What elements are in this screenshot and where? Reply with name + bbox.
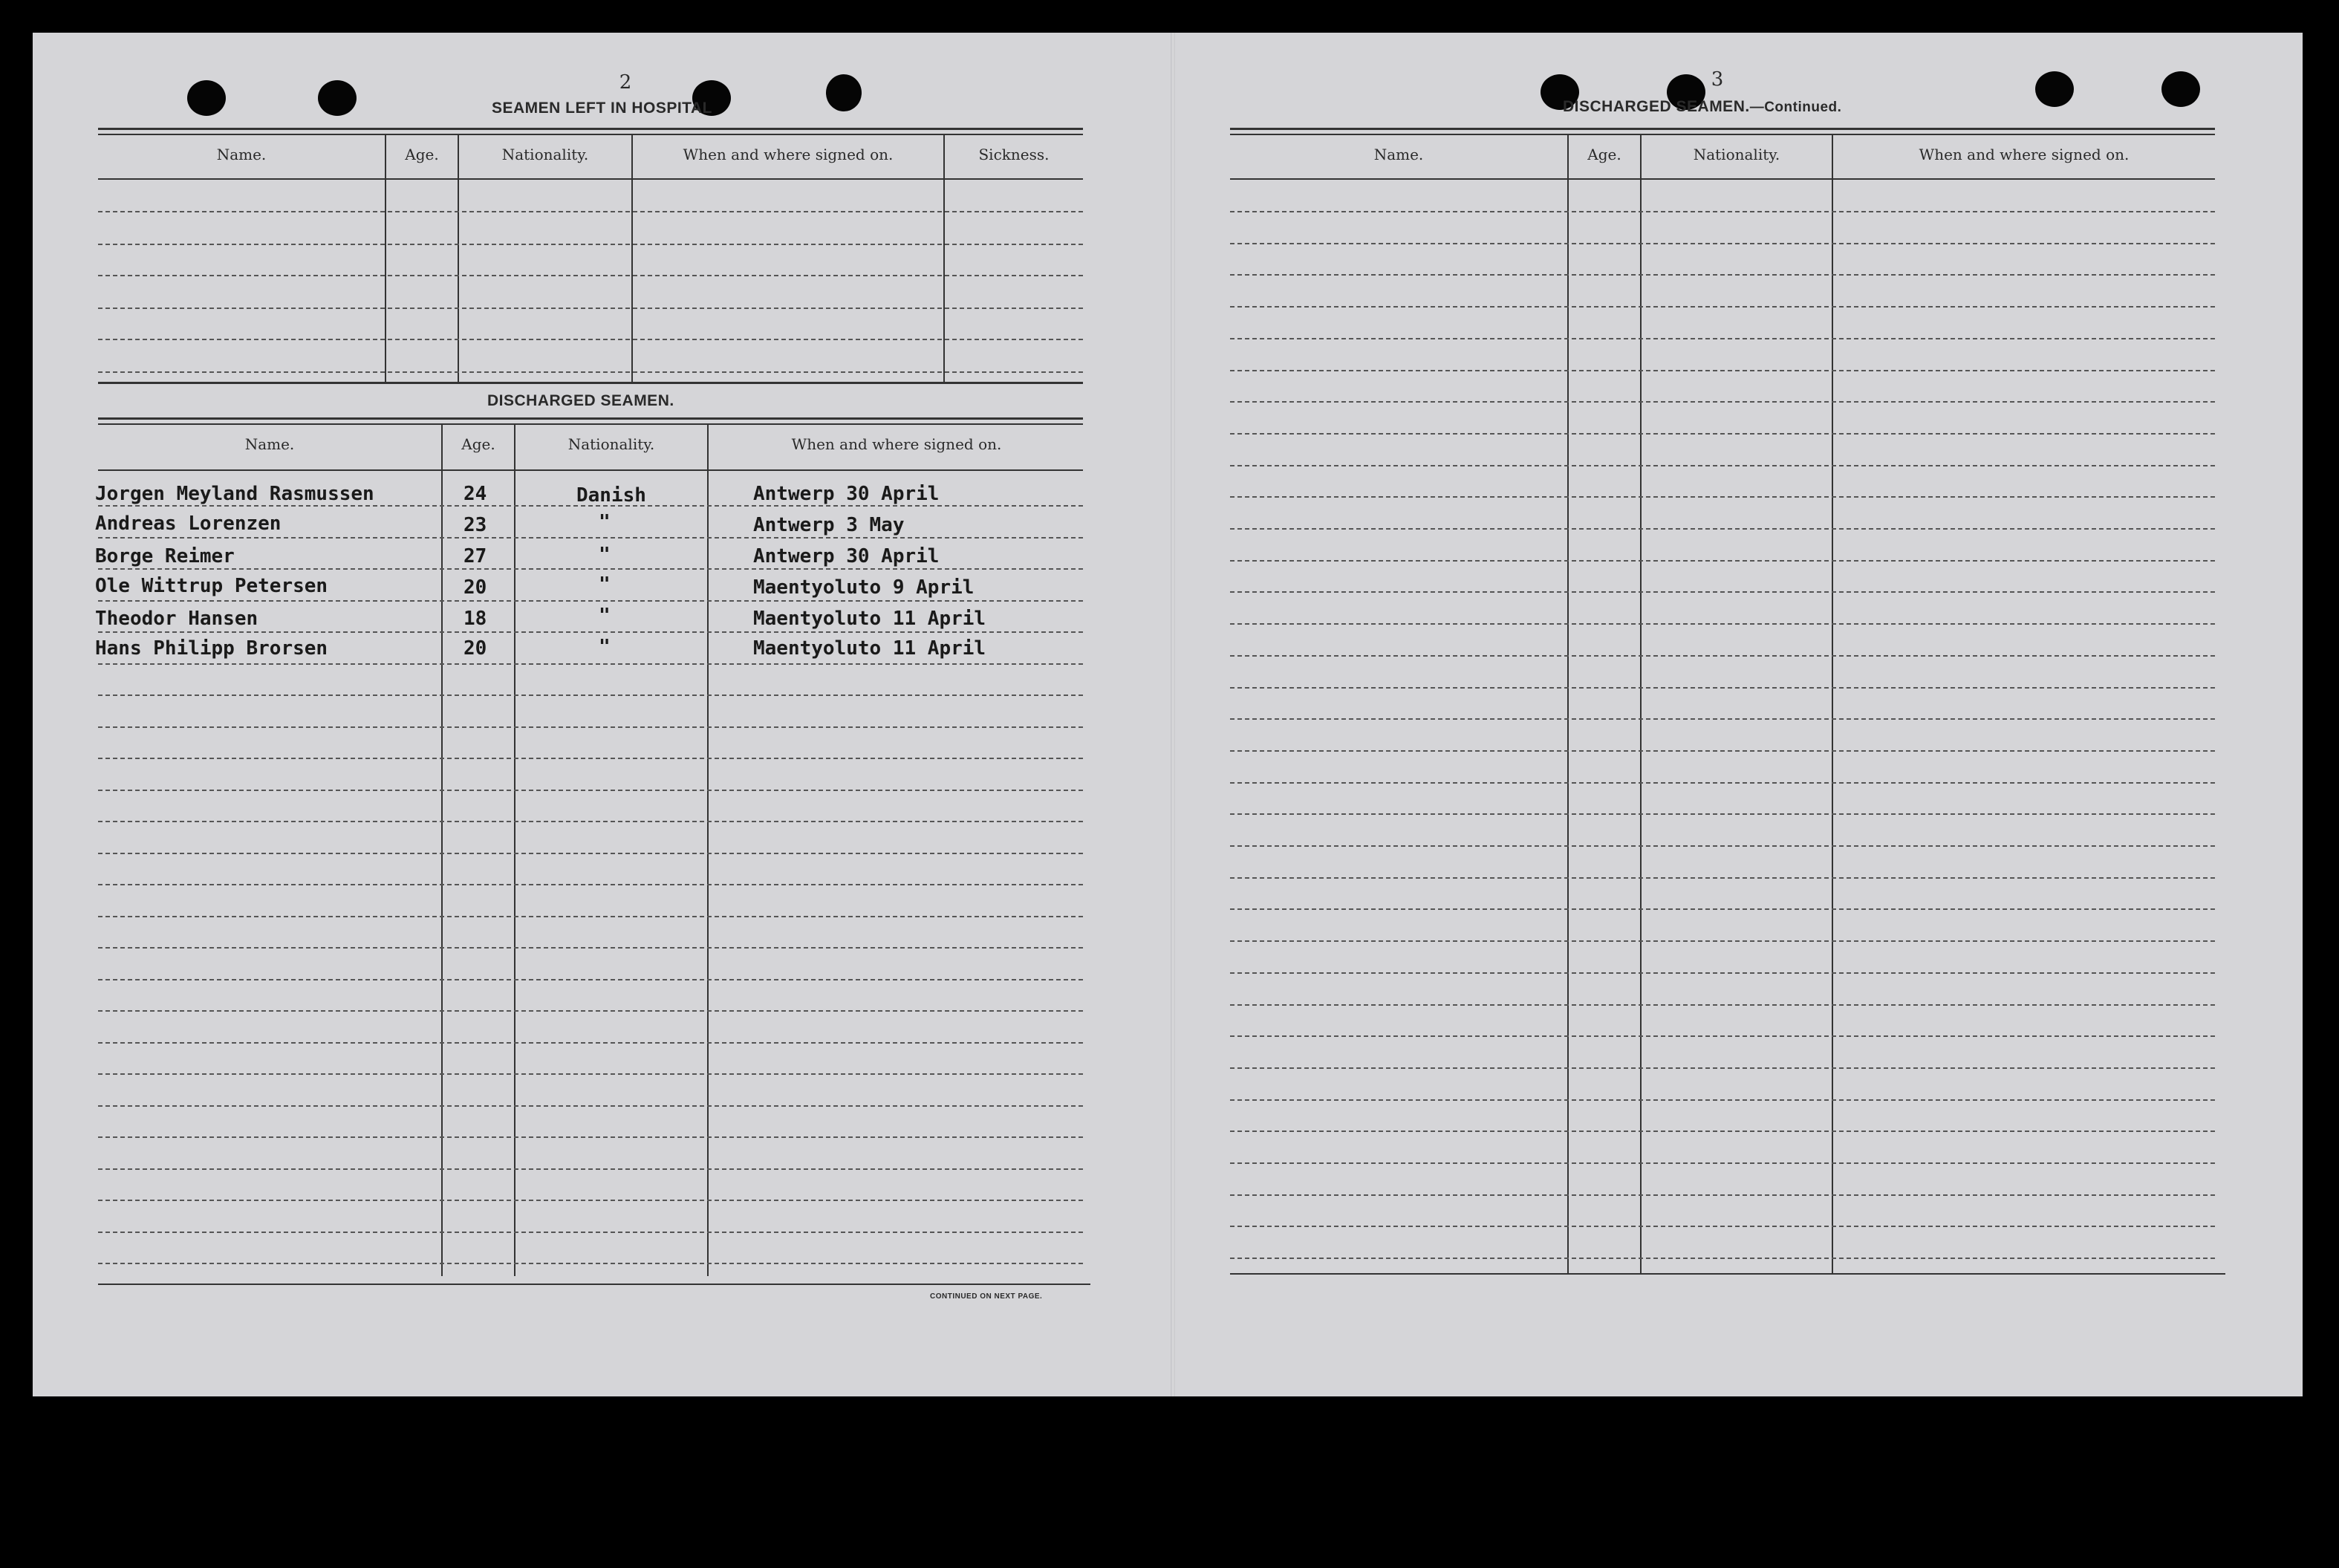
page-fold	[1171, 33, 1175, 1396]
form-row-line	[98, 947, 1083, 949]
form-row-line	[1230, 1194, 2215, 1196]
continued-col-divider	[1640, 134, 1642, 1273]
punch-hole	[2035, 71, 2074, 107]
hospital-table-top-rule	[98, 128, 1083, 130]
discharged-table-bottom-rule	[98, 1284, 1090, 1285]
seaman-signed-on: Antwerp 30 April	[753, 545, 940, 567]
continued-table-top-rule	[1230, 128, 2215, 130]
seaman-signed-on: Maentyoluto 9 April	[753, 576, 975, 599]
hospital-col-name: Name.	[216, 146, 267, 163]
form-row-line	[1230, 782, 2215, 784]
form-row-line	[98, 1200, 1083, 1201]
form-row-line	[98, 916, 1083, 917]
form-row-line	[1230, 908, 2215, 910]
form-row-line	[1230, 338, 2215, 339]
discharged-header-rule	[98, 469, 1083, 471]
discharged-col-divider	[707, 423, 709, 1276]
form-row-line	[1230, 306, 2215, 308]
form-row-line	[98, 1073, 1083, 1075]
hospital-col-nationality: Nationality.	[501, 146, 589, 163]
continued-table-bottom-rule	[1230, 1273, 2225, 1275]
form-row-line	[98, 758, 1083, 759]
seaman-name: Hans Philipp Brorsen	[95, 637, 328, 660]
form-row-line	[1230, 877, 2215, 879]
form-row-line	[1230, 1226, 2215, 1227]
seaman-nationality: Danish	[576, 484, 646, 507]
form-row-line	[1230, 623, 2215, 625]
continued-col-age: Age.	[1587, 146, 1621, 163]
continued-col-signed-on: When and where signed on.	[1919, 146, 2130, 163]
form-row-line	[1230, 496, 2215, 498]
form-row-line	[1230, 655, 2215, 657]
seaman-name: Borge Reimer	[95, 545, 235, 567]
seaman-nationality: "	[599, 544, 611, 566]
hospital-col-sickness: Sickness.	[978, 146, 1050, 163]
form-row-line	[1230, 465, 2215, 466]
seaman-name: Andreas Lorenzen	[95, 513, 282, 535]
seaman-signed-on: Antwerp 3 May	[753, 514, 905, 536]
form-row-line	[1230, 1004, 2215, 1006]
form-row-line	[1230, 211, 2215, 212]
discharged-section-title: DISCHARGED SEAMEN.	[487, 392, 674, 409]
hospital-section-title: SEAMEN LEFT IN HOSPITAL	[492, 100, 712, 117]
form-row-line	[98, 1168, 1083, 1170]
form-row-line	[1230, 1035, 2215, 1037]
continued-col-divider	[1832, 134, 1833, 1273]
form-row-line	[98, 821, 1083, 822]
form-row-line	[1230, 813, 2215, 815]
document-spread	[33, 33, 2303, 1396]
title-text: DISCHARGED SEAMEN.	[1563, 98, 1750, 115]
hospital-row-line	[98, 275, 1083, 276]
form-row-line	[1230, 591, 2215, 593]
seaman-signed-on: Maentyoluto 11 April	[753, 608, 986, 630]
continued-col-name: Name.	[1373, 146, 1424, 163]
seaman-name: Theodor Hansen	[95, 608, 258, 630]
continued-table-top-rule-2	[1230, 134, 2215, 135]
seaman-age: 20	[463, 637, 487, 660]
punch-hole	[826, 74, 862, 111]
seaman-nationality: "	[599, 605, 611, 627]
continued-header-rule	[1230, 178, 2215, 180]
continued-col-nationality: Nationality.	[1693, 146, 1780, 163]
form-row-line	[1230, 1099, 2215, 1101]
form-row-line	[98, 537, 1083, 539]
page-number: 2	[619, 71, 632, 94]
discharged-continued-title	[1563, 98, 1841, 116]
form-row-line	[98, 568, 1083, 570]
punch-hole	[2161, 71, 2200, 107]
form-row-line	[98, 790, 1083, 791]
form-row-line	[1230, 1131, 2215, 1132]
hospital-col-divider	[943, 134, 945, 382]
hospital-row-line	[98, 339, 1083, 340]
continued-note: CONTINUED ON NEXT PAGE.	[930, 1292, 1043, 1301]
form-row-line	[98, 1042, 1083, 1044]
seaman-age: 20	[463, 576, 487, 599]
seaman-nationality: "	[599, 573, 611, 596]
form-row-line	[98, 979, 1083, 980]
form-row-line	[98, 1263, 1083, 1264]
form-row-line	[98, 1136, 1083, 1138]
form-row-line	[1230, 274, 2215, 276]
form-row-line	[98, 1232, 1083, 1233]
hospital-row-line	[98, 308, 1083, 309]
form-row-line	[1230, 243, 2215, 244]
discharged-table-top-rule	[98, 417, 1083, 420]
form-row-line	[1230, 370, 2215, 371]
form-row-line	[1230, 687, 2215, 689]
form-row-line	[1230, 750, 2215, 752]
hospital-row-line	[98, 371, 1083, 373]
hospital-col-signed-on: When and where signed on.	[683, 146, 894, 163]
form-row-line	[98, 631, 1083, 633]
seaman-signed-on: Antwerp 30 April	[753, 483, 940, 505]
form-row-line	[98, 726, 1083, 728]
form-row-line	[98, 1010, 1083, 1012]
continued-col-divider	[1567, 134, 1569, 1273]
form-row-line	[98, 694, 1083, 696]
form-row-line	[1230, 845, 2215, 847]
seaman-age: 23	[463, 514, 487, 536]
seaman-age: 18	[463, 608, 487, 630]
hospital-col-divider	[385, 134, 386, 382]
discharged-table-top-rule-2	[98, 423, 1083, 425]
hospital-table-top-rule-2	[98, 134, 1083, 135]
punch-hole	[187, 80, 226, 116]
seaman-age: 27	[463, 545, 487, 567]
seaman-name: Jorgen Meyland Rasmussen	[95, 483, 374, 505]
seaman-name: Ole Wittrup Petersen	[95, 575, 328, 597]
form-row-line	[1230, 1162, 2215, 1164]
discharged-col-divider	[441, 423, 443, 1276]
discharged-col-divider	[514, 423, 515, 1276]
title-continued: —Continued.	[1749, 100, 1842, 115]
form-row-line	[1230, 718, 2215, 720]
hospital-header-rule	[98, 178, 1083, 180]
form-row-line	[1230, 940, 2215, 942]
form-row-line	[98, 1105, 1083, 1107]
page-number: 3	[1711, 68, 1724, 91]
form-row-line	[1230, 972, 2215, 974]
hospital-row-line	[98, 244, 1083, 245]
form-row-line	[1230, 528, 2215, 530]
form-row-line	[1230, 433, 2215, 435]
seaman-nationality: "	[599, 636, 611, 658]
hospital-col-age: Age.	[405, 146, 439, 163]
form-row-line	[98, 853, 1083, 854]
form-row-line	[1230, 1258, 2215, 1259]
hospital-table-bottom-rule	[98, 382, 1083, 384]
discharged-col-age: Age.	[461, 435, 495, 453]
hospital-col-divider	[458, 134, 459, 382]
discharged-col-name: Name.	[244, 435, 295, 453]
seaman-age: 24	[463, 483, 487, 505]
form-row-line	[1230, 401, 2215, 403]
punch-hole	[318, 80, 357, 116]
discharged-col-signed-on: When and where signed on.	[791, 435, 1002, 453]
seaman-nationality: "	[599, 511, 611, 533]
form-row-line	[98, 663, 1083, 665]
discharged-col-nationality: Nationality.	[567, 435, 655, 453]
hospital-col-divider	[631, 134, 633, 382]
form-row-line	[98, 600, 1083, 602]
seaman-signed-on: Maentyoluto 11 April	[753, 637, 986, 660]
form-row-line	[1230, 1067, 2215, 1069]
form-row-line	[1230, 560, 2215, 562]
hospital-row-line	[98, 211, 1083, 212]
form-row-line	[98, 884, 1083, 885]
